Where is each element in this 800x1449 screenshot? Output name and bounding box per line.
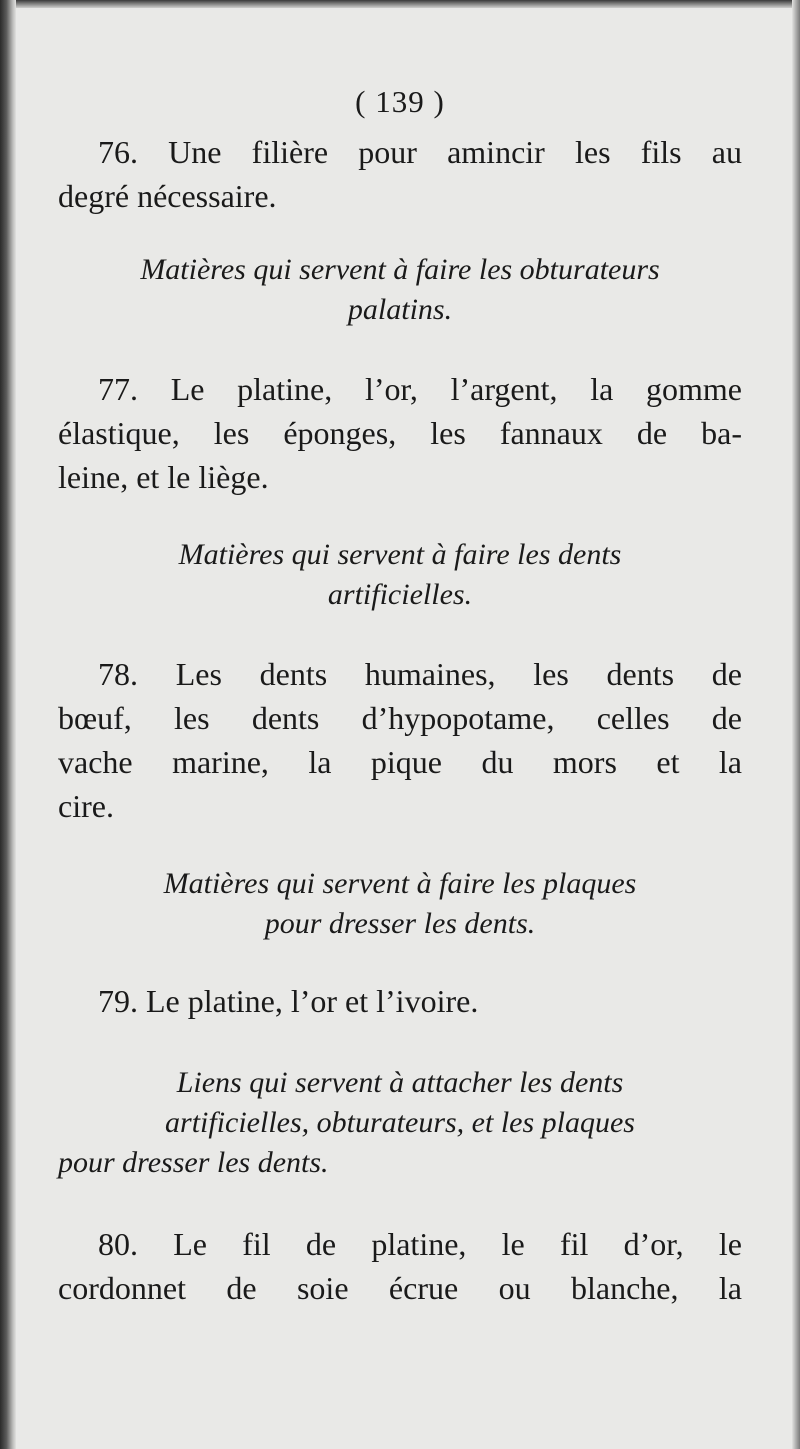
section-heading-obturateurs	[58, 250, 742, 330]
section-heading-plaques	[58, 864, 742, 944]
heading-line: artificielles.	[327, 578, 473, 611]
paragraph-76	[58, 130, 742, 218]
paragraph-77	[58, 367, 742, 499]
section-heading-dents-artificielles	[58, 535, 742, 615]
page-top-edge-shadow	[0, 0, 800, 8]
paragraph-line: degré nécessaire.	[58, 178, 277, 214]
paragraph-80	[58, 1222, 742, 1310]
section-heading-liens	[58, 1063, 742, 1183]
heading-line: Liens qui servent à attacher les dents	[176, 1066, 624, 1099]
heading-line: Matières qui servent à faire les obturateurs	[140, 253, 660, 286]
paragraph-line: 79. Le platine, l’or et l’ivoire.	[98, 983, 479, 1019]
paragraph-line: vache marine, la pique du mors et la	[58, 744, 742, 780]
heading-line: Matières qui servent à faire les dents	[178, 538, 622, 571]
page-right-edge-shadow	[792, 0, 800, 1449]
page-number: ( 139 )	[355, 84, 445, 119]
page-left-edge-shadow	[0, 0, 16, 1449]
heading-line: Matières qui servent à faire les plaques	[163, 867, 637, 900]
paragraph-line: 78. Les dents humaines, les dents de	[98, 656, 742, 692]
paragraph-line: élastique, les éponges, les fannaux de ba-	[58, 415, 742, 451]
heading-line: pour dresser les dents.	[58, 1146, 329, 1179]
paragraph-line: cire.	[58, 788, 114, 824]
paragraph-line: cordonnet de soie écrue ou blanche, la	[58, 1270, 742, 1306]
paragraph-line: 80. Le fil de platine, le fil d’or, le	[98, 1226, 742, 1262]
paragraph-79	[58, 979, 742, 1023]
paragraph-line: 77. Le platine, l’or, l’argent, la gomme	[98, 371, 742, 407]
paragraph-line: bœuf, les dents d’hypopotame, celles de	[58, 700, 742, 736]
paragraph-78	[58, 652, 742, 828]
paragraph-line: leine, et le liège.	[58, 459, 269, 495]
heading-line: pour dresser les dents.	[264, 907, 536, 940]
heading-line: artificielles, obturateurs, et les plaques	[165, 1106, 635, 1139]
heading-line: palatins.	[347, 293, 453, 326]
paragraph-line: 76. Une filière pour amincir les fils au	[98, 134, 742, 170]
